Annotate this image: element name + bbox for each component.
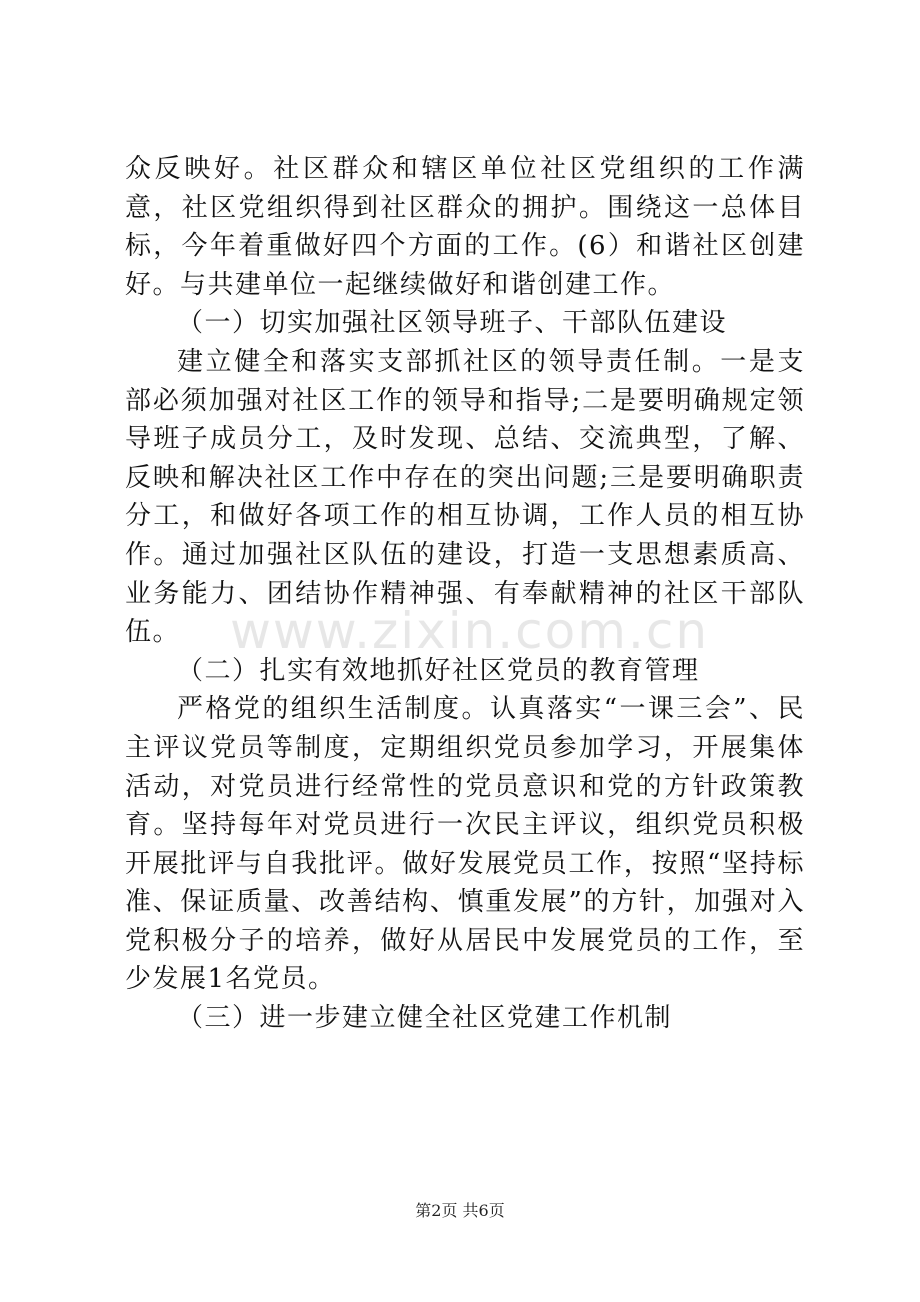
section-heading-1: （一）切实加强社区领导班子、干部队伍建设: [177, 308, 728, 339]
page-number-footer: 第2页 共6页: [415, 1201, 505, 1220]
watermark: www.zixin.com.cn: [230, 602, 710, 660]
paragraph-education: 严格党的组织生活制度。认真落实“一课三会”、民主评议党员等制度，定期组织党员参加学习，开展集体活动，对党员进行经常性的党员意识和党的方针政策教育。坚持每年对党员进行一次民主评议，组织党员积极开展批评与自我批评。做好发展党员工作，按照“坚持标准、保证质量、改善结构、慎重发展”的方针，加强对入党积极分子的培养，做好从居民中发展党员的工作，至少发展1名党员。: [125, 694, 805, 995]
paragraph-leadership: 建立健全和落实支部抓社区的领导责任制。一是支部必须加强对社区工作的领导和指导;二是要明确规定领导班子成员分工，及时发现、总结、交流典型，了解、反映和解决社区工作中存在的突出问题;三是要明确职责分工，和做好各项工作的相互协调，工作人员的相互协作。通过加强社区队伍的建设，打造一支思想素质高、业务能力、团结协作精神强、有奉献精神的社区干部队伍。: [125, 346, 805, 648]
section-heading-2: （二）扎实有效地抓好社区党员的教育管理: [177, 655, 700, 686]
paragraph-continuation: 众反映好。社区群众和辖区单位社区党组织的工作满意，社区党组织得到社区群众的拥护。围绕这一总体目标，今年着重做好四个方面的工作。(6）和谐社区创建好。与共建单位一起继续做好和谐创建工作。: [125, 154, 805, 300]
section-heading-3: （三）进一步建立健全社区党建工作机制: [177, 1003, 673, 1034]
document-body: [125, 150, 805, 1038]
